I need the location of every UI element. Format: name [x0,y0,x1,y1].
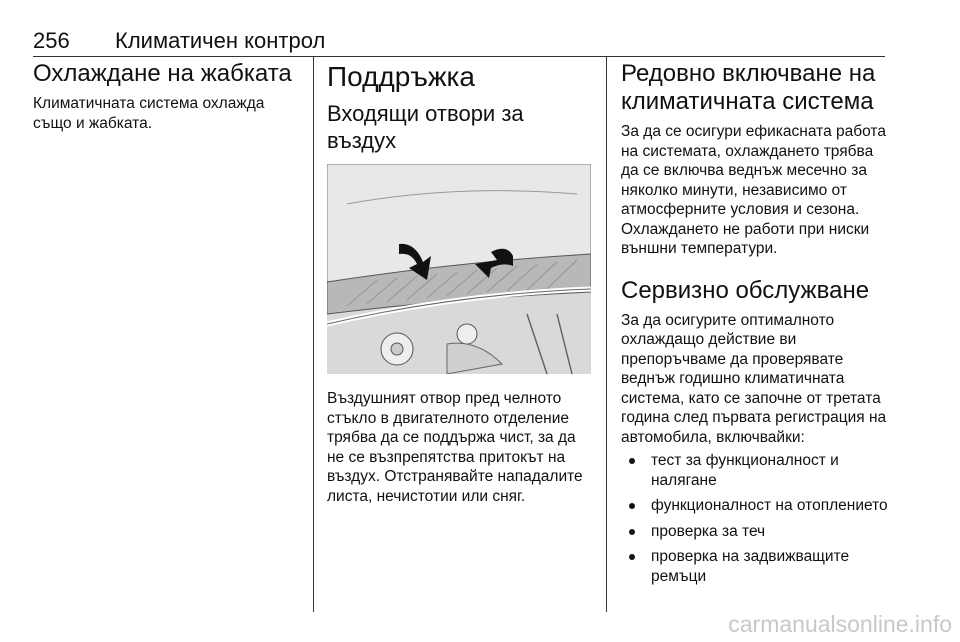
engine-bay-illustration [327,164,591,374]
bullet-icon [629,529,635,535]
checklist [621,451,891,586]
page-header [33,26,885,57]
column-right [621,60,891,592]
body-text: За да се осигури ефикасната работа на системата, охлаждането трябва да се включва веднъж месечно за няколко минути, независимо от атмосферните условия и сезона. Охлаждането не работи при ниски външни температури. [621,123,886,257]
chapter-title: Климатичен контрол [115,28,326,53]
list-item: проверка за теч [621,522,891,542]
column-middle [327,60,595,506]
column-divider [606,56,607,612]
section-heading: Редовно включване на климатичната система [621,60,876,115]
list-item: тест за функционалност и налягане [621,451,891,490]
column-left [33,60,303,133]
watermark: carmanualsonline.info [728,611,952,637]
bullet-icon [629,503,635,509]
body-text: Въздушният отвор пред челното стъкло в двигателното отделение трябва да се поддържа чист, за да не се възпрепятства притокът на въздух. Отстранявайте нападалите листа, нечистотии или сняг. [327,390,583,505]
bullet-icon [629,458,635,464]
section-heading: Сервизно обслужване [621,276,870,304]
section-heading: Охлаждане на жабката [33,60,292,87]
body-text: За да осигурите оптималното охлаждащо действие ви препоръчваме да проверявате веднъж годишно климатичната система, като се започне от третата година след първата регистрация на автомобила, включвайки: [621,311,887,446]
subsection-heading: Входящи отвори за въздух [327,101,524,153]
list-item: проверка на задвижващите ремъци [621,547,891,586]
page-number: 256 [33,28,70,53]
list-item: функционалност на отоплението [621,496,891,516]
section-heading: Поддръжка [327,61,475,92]
body-text: Климатичната система охлажда също и жабката. [33,95,265,132]
bullet-icon [629,554,635,560]
column-divider [313,56,314,612]
